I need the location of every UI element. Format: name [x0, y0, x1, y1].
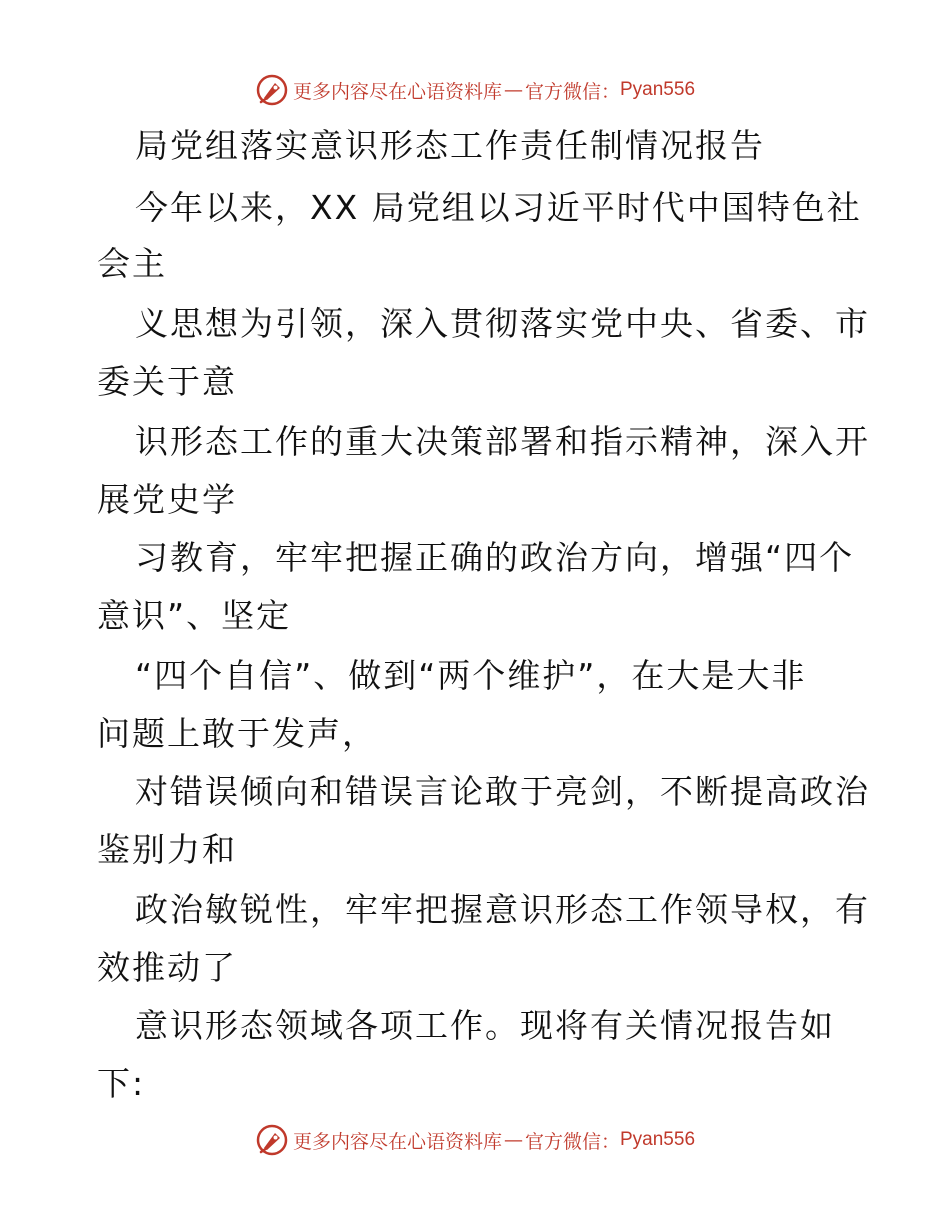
text-line: 鉴别力和: [97, 830, 237, 869]
watermark-site-text: 更多内容尽在心语资料库: [292, 1130, 502, 1153]
text-line: 今年以来，XX 局党组以习近平时代中国特色社: [135, 188, 862, 227]
text-line: 问题上敢于发声，: [97, 714, 377, 753]
text-line: 下:: [97, 1064, 146, 1103]
watermark-wechat-id: Pyan556: [620, 1129, 696, 1150]
document-title: 局党组落实意识形态工作责任制情况报告: [135, 126, 765, 165]
text-line: 意识形态领域各项工作。现将有关情况报告如: [135, 1006, 835, 1045]
text-line: 展党史学: [97, 480, 237, 519]
text-line: “四个自信”、做到“两个维护”，在大是大非: [135, 656, 807, 695]
watermark-separator: —: [503, 79, 523, 101]
text-line: 效推动了: [97, 948, 237, 987]
watermark-separator: —: [503, 1129, 523, 1151]
watermark-wechat-label: 官方微信：: [524, 1130, 620, 1153]
pen-nib-logo-icon: [255, 1123, 289, 1157]
text-line: 义思想为引领，深入贯彻落实党中央、省委、市: [135, 304, 870, 343]
watermark-site-text: 更多内容尽在心语资料库: [292, 80, 502, 103]
text-line: 委关于意: [97, 362, 237, 401]
watermark-wechat-id: Pyan556: [620, 79, 696, 100]
text-line: 对错误倾向和错误言论敢于亮剑，不断提高政治: [135, 772, 870, 811]
text-line: 政治敏锐性，牢牢把握意识形态工作领导权，有: [135, 890, 870, 929]
text-line: 识形态工作的重大决策部署和指示精神，深入开: [135, 422, 870, 461]
text-line: 习教育，牢牢把握正确的政治方向，增强“四个: [135, 538, 855, 577]
text-line: 意识”、坚定: [97, 596, 292, 635]
watermark-banner-bottom: [0, 1118, 950, 1162]
text-line: 会主: [97, 244, 167, 283]
watermark-wechat-label: 官方微信：: [524, 80, 620, 103]
pen-nib-logo-icon: [255, 73, 289, 107]
watermark-banner-top: [0, 68, 950, 112]
